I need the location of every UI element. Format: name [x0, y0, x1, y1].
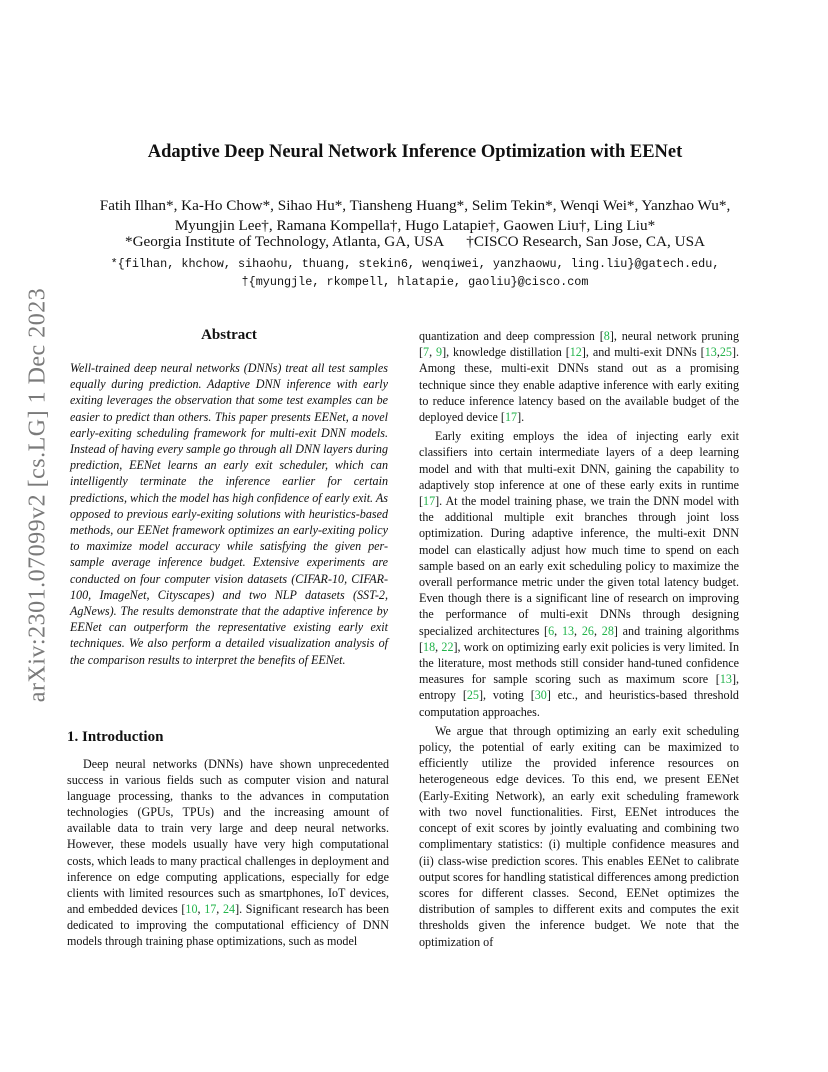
citation-link[interactable]: 25	[466, 688, 479, 703]
right-paragraph-3: We argue that through optimizing an early exit scheduling policy, the potential of early exiting can be maximized to efficiently utilize the provided inference resources on heterogeneous edge devices. To this end, we present EENet (Early-Exiting Network), an early exit scheduling framework with two novel functionalities. First, EENet introduces the concept of exit scores by jointly evaluating and combining two complimentary statistics: (i) multiple confidence measures and (ii) class-wise prediction scores. This enables EENet to calibrate output scores for handling statistical differences among prediction scores for different classes. Second, EENet optimizes the distribution of samples to different exits and computes the exit thresholds given the inference budget. We note that the optimization of	[419, 723, 739, 949]
citation-link[interactable]: 6	[548, 623, 555, 638]
citation-link[interactable]: 13	[719, 672, 732, 687]
arxiv-sidebar	[18, 287, 58, 703]
citation-link[interactable]: 9	[436, 345, 443, 360]
citation-link[interactable]: 17	[423, 494, 436, 509]
citation-link[interactable]: 17	[204, 901, 217, 916]
citation-link[interactable]: 12	[569, 345, 582, 360]
affiliation-cisco: †CISCO Research, San Jose, CA, USA	[466, 233, 705, 250]
citation-link[interactable]: 17	[504, 410, 518, 425]
introduction-heading: 1. Introduction	[67, 729, 164, 745]
citation-link[interactable]: 25	[719, 345, 732, 360]
abstract-text: Well-trained deep neural networks (DNNs) treat all test samples equally during prediction. Adaptive DNN inference with early exiting leverages the observation that some test examples can be easier to predict than others. This paper presents EENet, a novel early-exiting scheduling framework for multi-exit DNN models. Instead of having every sample go through all DNN layers during prediction, EENet learns an early exit scheduler, which can intelligently terminate the inference earlier for certain predictions, which the model has high confidence of early exit. As opposed to previous early-exiting solutions with heuristics-based methods, our EENet framework optimizes an early-exiting policy to maximize model accuracy while satisfying the given per-sample average inference budget. Extensive experiments are conducted on four computer vision datasets (CIFAR-10, CIFAR-100, ImageNet, Cityscapes) and two NLP datasets (SST-2, AgNews). The results demonstrate that the adaptive inference by EENet can outperform the representative existing early exit techniques. We also perform a detailed visualization analysis of the comparison results to interpret the benefits of EENet.	[70, 361, 388, 667]
author-emails	[70, 255, 760, 291]
authors-line-2: Myungjin Lee†, Ramana Kompella†, Hugo Latapie†, Gaowen Liu†, Ling Liu*	[174, 216, 656, 234]
citation-link[interactable]: 8	[603, 329, 610, 343]
citation-link[interactable]: 13	[704, 345, 717, 360]
affiliations	[70, 233, 760, 251]
right-paragraph-1: quantization and deep compression [8], neural network pruning [7, 9], knowledge distillation [12], and multi-exit DNNs [13,25]. Among these, multi-exit DNNs stand out as a promising technique since they enable adaptive inference with early exiting to reduce inference latency based on the available budget of the deployed device [17].	[419, 329, 740, 425]
citation-link[interactable]: 30	[534, 688, 547, 703]
arxiv-identifier: arXiv:2301.07099v2 [cs.LG] 1 Dec 2023	[24, 287, 51, 703]
citation-link[interactable]: 18	[423, 639, 436, 654]
introduction-paragraph: Deep neural networks (DNNs) have shown unprecedented success in various fields such as computer vision and natural language processing, thanks to the advances in computation technologies (GPUs, TPUs) and the increasing amount of available data to train very large and deep neural networks. However, these models usually have very high computational costs, which leads to many practical challenges in deployment and inference on edge computing applications, especially for edge clients with limited resources such as smartphones, IoT devices, and embedded devices [10, 17, 24]. Significant research has been dedicated to improving the computational efficiency of DNN models through training phase optimizations, such as model	[67, 757, 390, 949]
author-list	[70, 196, 760, 235]
affiliation-georgia-tech: *Georgia Institute of Technology, Atlanta, GA, USA	[124, 233, 445, 250]
email-line-cisco: †{myungjle, rkompell, hlatapie, gaoliu}@cisco.com	[241, 275, 589, 289]
citation-link[interactable]: 28	[601, 623, 614, 638]
citation-link[interactable]: 13	[561, 623, 575, 638]
citation-link[interactable]: 10	[185, 901, 198, 916]
authors-line-1: Fatih Ilhan*, Ka-Ho Chow*, Sihao Hu*, Tiansheng Huang*, Selim Tekin*, Wenqi Wei*, Yanzhao Wu*,	[99, 197, 731, 214]
citation-link[interactable]: 26	[581, 623, 594, 638]
right-column	[419, 328, 739, 953]
abstract-heading: Abstract	[201, 327, 257, 343]
citation-link[interactable]: 24	[222, 901, 236, 916]
right-paragraph-2: Early exiting employs the idea of injecting early exit classifiers into certain intermediate layers of a deep learning model and with that multi-exit DNN, gaining the capability to adaptively stop inference at one of these early exits in runtime [17]. At the model training phase, we train the DNN model with the additional multiple exit branches through joint loss optimization. During adaptive inference, the multi-exit DNN model can elastically adjust how much time to spend on each sample based on an early exit scheduling policy to maximize the overall performance metric under the given total latency budget. Even though there is a significant line of research on improving the performance of multi-exit DNNs through designing specialized architectures [6, 13, 26, 28] and training algorithms [18, 22], work on optimizing early exit policies is very limited. In the literature, most methods still consider hand-tuned confidence measures for sample scoring such as maximum score [13], entropy [25], voting [30] etc., and heuristics-based threshold computation approaches.	[419, 429, 740, 719]
paper-title: Adaptive Deep Neural Network Inference Optimization with EENet	[147, 142, 683, 162]
citation-link[interactable]: 7	[423, 345, 430, 360]
email-line-gatech: *{filhan, khchow, sihaohu, thuang, stekin6, wenqiwei, yanzhaowu, ling.liu}@gatech.edu,	[110, 257, 720, 271]
citation-link[interactable]: 22	[441, 639, 454, 654]
